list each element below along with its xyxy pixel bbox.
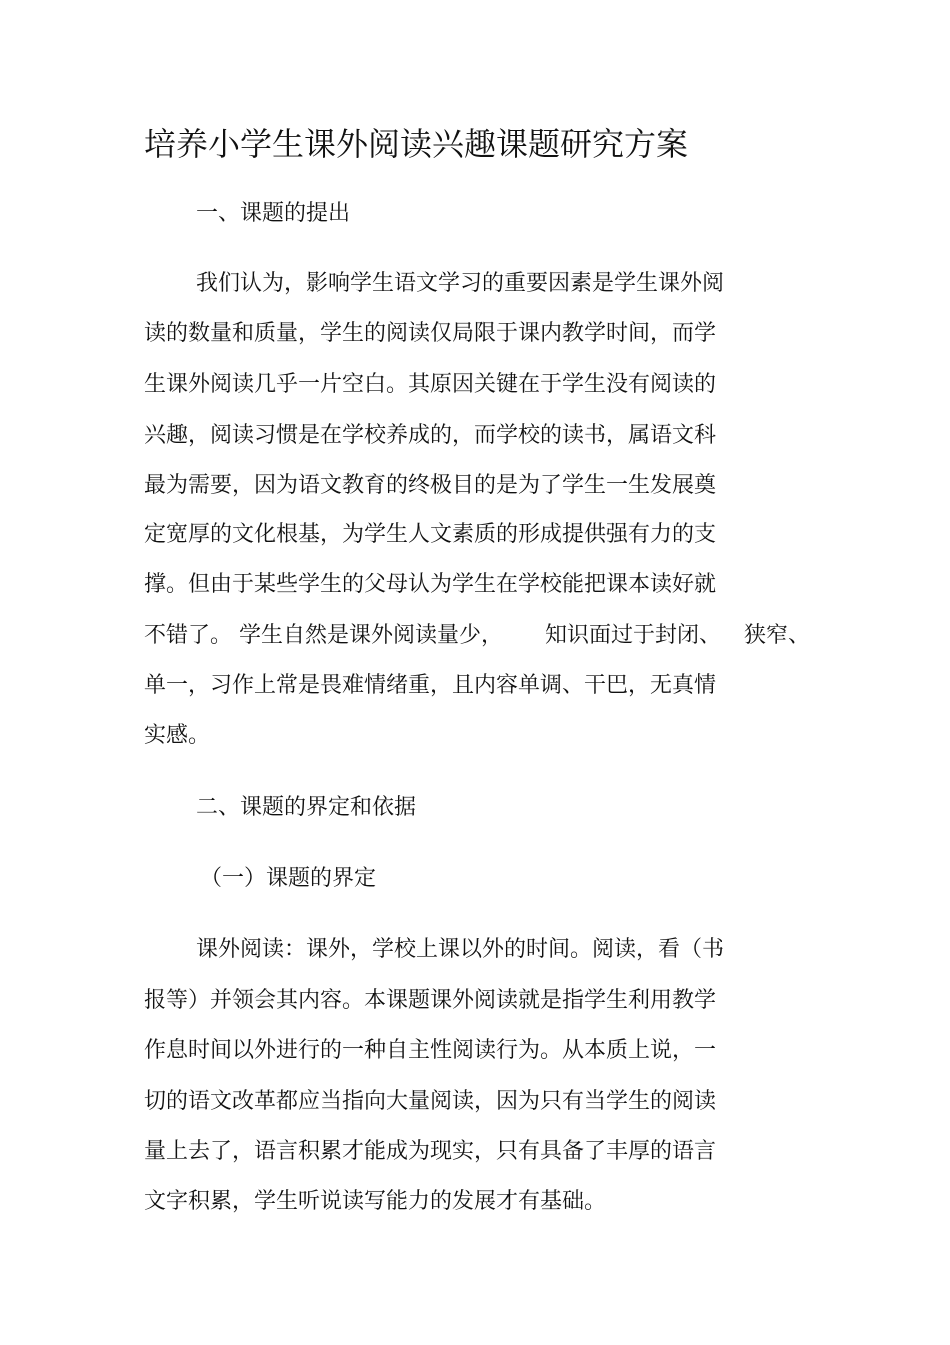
paragraph-line: 报等）并领会其内容。本课题课外阅读就是指学生利用教学	[144, 988, 717, 1013]
paragraph-line: 读的数量和质量，学生的阅读仅局限于课内教学时间，而学	[144, 321, 717, 346]
paragraph-line-fragment: 狭窄、	[744, 623, 811, 648]
paragraph-line: 生课外阅读几乎一片空白。其原因关键在于学生没有阅读的	[144, 372, 717, 397]
paragraph-line: 量上去了，语言积累才能成为现实，只有具备了丰厚的语言	[144, 1139, 717, 1164]
paragraph-line: 实感。	[144, 723, 211, 748]
paragraph-line: 定宽厚的文化根基，为学生人文素质的形成提供强有力的支	[144, 522, 717, 547]
paragraph-line: 最为需要，因为语文教育的终极目的是为了学生一生发展奠	[144, 473, 717, 498]
section-heading: 二、课题的界定和依据	[196, 795, 417, 820]
paragraph-line: 撑。但由于某些学生的父母认为学生在学校能把课本读好就	[144, 572, 717, 597]
paragraph-line: 课外阅读：课外，学校上课以外的时间。阅读，看（书	[196, 937, 725, 962]
subsection-heading: （一）课题的界定	[200, 866, 377, 891]
paragraph-line: 不错了。 学生自然是课外阅读量少，	[144, 623, 503, 648]
paragraph-line: 文字积累，学生听说读写能力的发展才有基础。	[144, 1189, 607, 1214]
paragraph-line: 切的语文改革都应当指向大量阅读，因为只有当学生的阅读	[144, 1089, 717, 1114]
paragraph-line: 兴趣，阅读习惯是在学校养成的，而学校的读书，属语文科	[144, 423, 717, 448]
paragraph-line: 单一，习作上常是畏难情绪重，且内容单调、干巴，无真情	[144, 673, 717, 698]
section-heading: 一、课题的提出	[196, 201, 351, 226]
paragraph-line-fragment: 知识面过于封闭、	[545, 623, 722, 648]
document-title: 培养小学生课外阅读兴趣课题研究方案	[144, 125, 689, 163]
paragraph-line: 我们认为，影响学生语文学习的重要因素是学生课外阅	[196, 271, 725, 296]
paragraph-line: 作息时间以外进行的一种自主性阅读行为。从本质上说，一	[144, 1038, 717, 1063]
